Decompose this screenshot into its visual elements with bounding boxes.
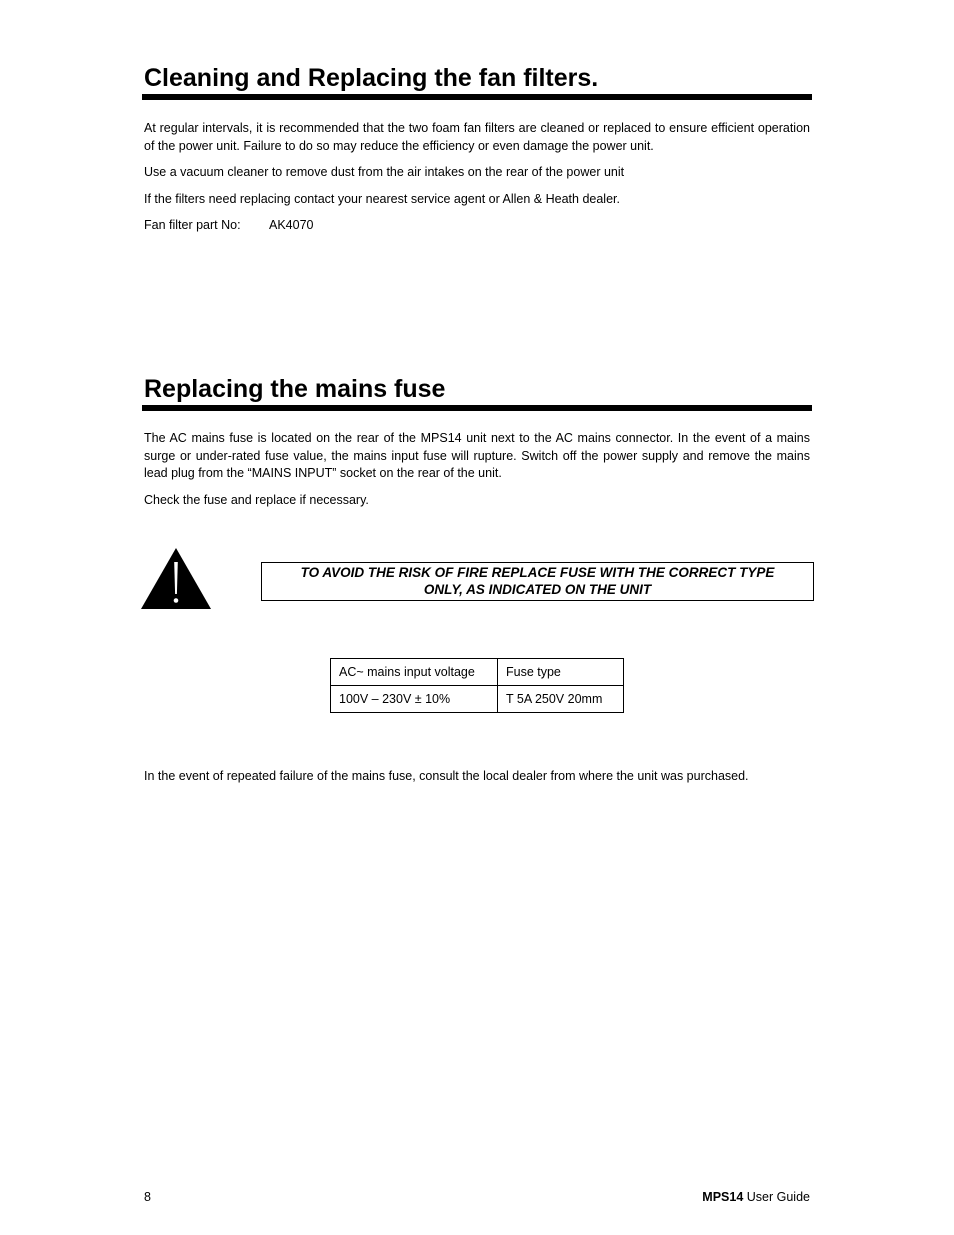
warning-triangle-icon xyxy=(140,546,212,610)
page-number: 8 xyxy=(144,1190,151,1204)
warning-text-line: ONLY, AS INDICATED ON THE UNIT xyxy=(423,582,652,597)
part-number-row xyxy=(144,217,810,235)
section-body-mains-fuse xyxy=(144,430,810,518)
section-heading-fan-filters: Cleaning and Replacing the fan filters. xyxy=(144,64,599,92)
section-body-fan-filters xyxy=(144,120,810,235)
fuse-table xyxy=(330,658,624,713)
paragraph: Check the fuse and replace if necessary. xyxy=(144,492,369,507)
footer-product: MPS14 xyxy=(702,1190,744,1204)
warning-box xyxy=(261,562,814,601)
section-heading-mains-fuse: Replacing the mains fuse xyxy=(144,375,446,403)
section-fan-filters xyxy=(144,63,810,93)
part-number-value: AK4070 xyxy=(269,218,314,232)
table-row xyxy=(331,686,624,713)
closing-paragraph: In the event of repeated failure of the mains fuse, consult the local dealer from where the unit was purchased. xyxy=(144,769,749,783)
heading-rule xyxy=(142,405,812,411)
table-header-cell: Fuse type xyxy=(498,659,624,686)
footer-title xyxy=(702,1190,810,1204)
paragraph: Use a vacuum cleaner to remove dust from the air intakes on the rear of the power unit xyxy=(144,165,625,179)
warning-text-line: TO AVOID THE RISK OF FIRE REPLACE FUSE WITH THE CORRECT TYPE xyxy=(300,565,775,580)
table-header-row xyxy=(331,659,624,686)
table-header-cell: AC~ mains input voltage xyxy=(331,659,498,686)
table-cell: 100V – 230V ± 10% xyxy=(331,686,498,713)
table-cell: T 5A 250V 20mm xyxy=(498,686,624,713)
section-mains-fuse xyxy=(144,374,810,404)
paragraph: At regular intervals, it is recommended that the two foam fan filters are cleaned or replaced to ensure efficient operation of the power unit. Failure to do so may reduce the efficiency or even damage the power unit. xyxy=(144,121,810,153)
footer-guide: User Guide xyxy=(743,1190,810,1204)
paragraph: The AC mains fuse is located on the rear of the MPS14 unit next to the AC mains connector. In the event of a mains surge or under-rated fuse value, the mains input fuse will rupture. Switch off the power supply and remove the mains lead plug from the “MAINS INPUT” socket on the rear of the unit. xyxy=(144,431,810,480)
heading-rule xyxy=(142,94,812,100)
paragraph: If the filters need replacing contact your nearest service agent or Allen & Heath dealer. xyxy=(144,191,620,206)
part-number-label: Fan filter part No: xyxy=(144,218,241,232)
